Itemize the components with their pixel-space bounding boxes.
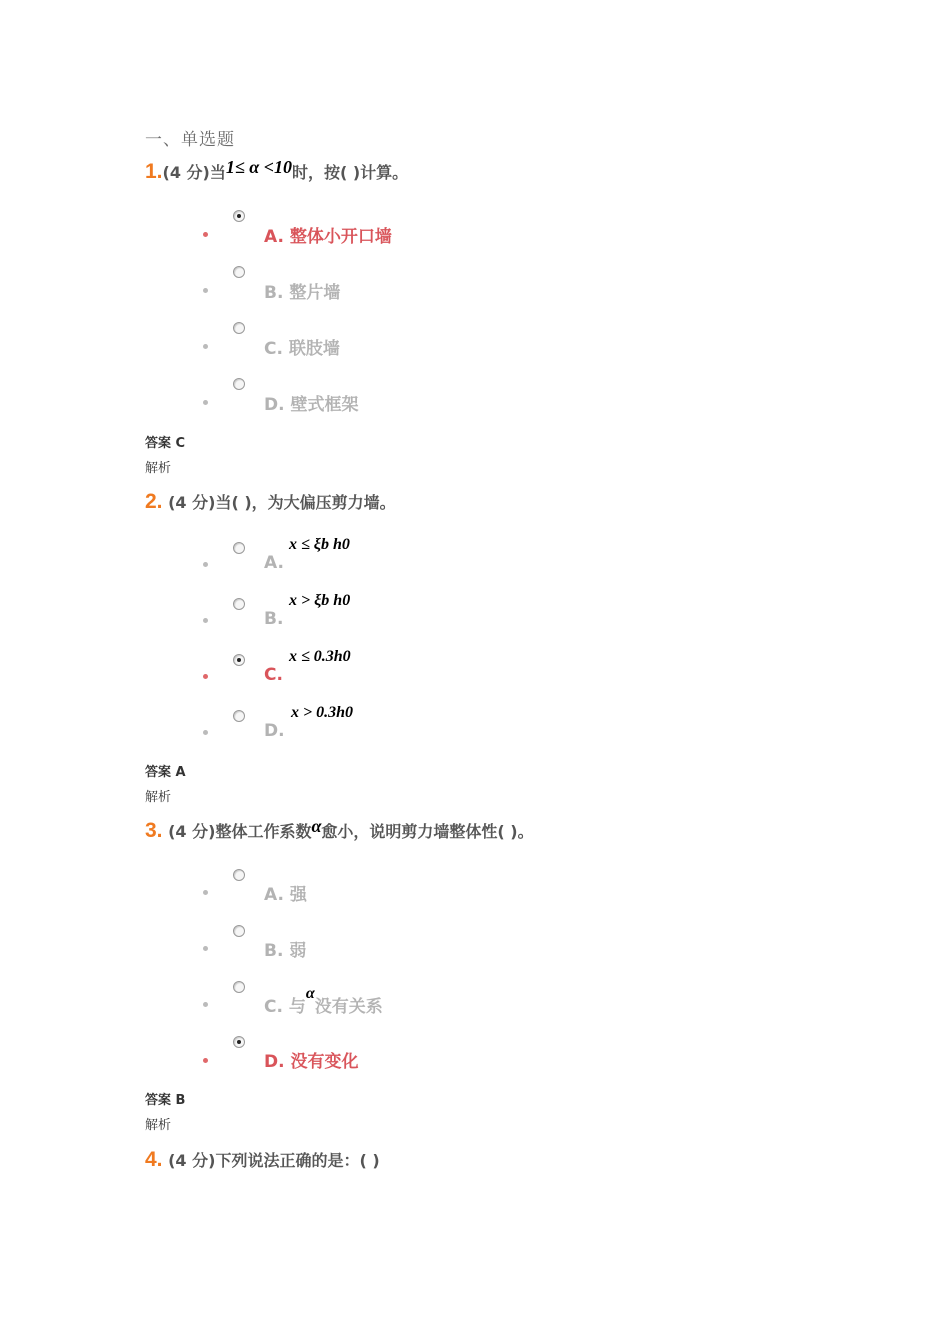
analysis-label: 解析 bbox=[145, 1118, 172, 1133]
analysis-label: 解析 bbox=[145, 790, 172, 805]
question-formula: α bbox=[311, 816, 322, 836]
list-bullet bbox=[203, 1002, 208, 1007]
question-formula: 1≤ α <10 bbox=[225, 157, 292, 177]
option-b-formula: x > ξb h0 bbox=[289, 592, 351, 609]
question-number: 2. bbox=[145, 490, 163, 513]
option-label: C. bbox=[264, 997, 283, 1017]
option-d-formula: x > 0.3h0 bbox=[291, 704, 354, 721]
option-b-radio[interactable] bbox=[233, 598, 245, 610]
option-d[interactable] bbox=[264, 1047, 359, 1072]
option-a[interactable]: A. bbox=[264, 553, 284, 573]
list-bullet bbox=[203, 232, 208, 237]
option-c[interactable] bbox=[264, 334, 340, 359]
list-bullet bbox=[203, 618, 208, 623]
option-text: 弱 bbox=[289, 941, 307, 961]
option-label: A. bbox=[264, 885, 284, 905]
question-score: (4 分) bbox=[168, 822, 216, 841]
option-a[interactable] bbox=[264, 880, 307, 905]
option-label: D. bbox=[264, 1052, 285, 1072]
analysis-label: 解析 bbox=[145, 461, 172, 476]
question-text-pre: 当 bbox=[209, 163, 226, 182]
option-text: 没有变化 bbox=[290, 1052, 359, 1072]
option-d-radio[interactable] bbox=[233, 710, 245, 722]
question-text: 下列说法正确的是：( ) bbox=[215, 1151, 380, 1170]
list-bullet bbox=[203, 562, 208, 567]
option-d[interactable]: D. bbox=[264, 721, 285, 741]
list-bullet bbox=[203, 890, 208, 895]
option-label: C. bbox=[264, 339, 283, 359]
question-text: 当( )，为大偏压剪力墙。 bbox=[215, 493, 396, 512]
option-text: 强 bbox=[289, 885, 307, 905]
list-bullet bbox=[203, 400, 208, 405]
option-a-radio[interactable] bbox=[233, 210, 245, 222]
list-bullet bbox=[203, 344, 208, 349]
question-text-pre: 整体工作系数 bbox=[215, 822, 312, 841]
option-label: A. bbox=[264, 227, 284, 247]
option-b-radio[interactable] bbox=[233, 266, 245, 278]
option-d-radio[interactable] bbox=[233, 378, 245, 390]
option-text: 与 bbox=[288, 997, 306, 1017]
answer-line: 答案 B bbox=[145, 1093, 186, 1108]
question-2-stem bbox=[145, 490, 396, 514]
question-3-stem bbox=[145, 816, 534, 843]
option-label: D. bbox=[264, 395, 285, 415]
answer-line: 答案 C bbox=[145, 436, 186, 451]
question-text-post: 愈小，说明剪力墙整体性( )。 bbox=[321, 822, 534, 841]
section-title: 一、单选题 bbox=[145, 130, 235, 150]
list-bullet bbox=[203, 288, 208, 293]
question-score: (4 分) bbox=[168, 493, 216, 512]
question-number: 1. bbox=[145, 160, 163, 183]
option-c-radio[interactable] bbox=[233, 322, 245, 334]
option-a-radio[interactable] bbox=[233, 542, 245, 554]
question-score: (4 分) bbox=[168, 1151, 216, 1170]
list-bullet bbox=[203, 674, 208, 679]
option-b-radio[interactable] bbox=[233, 925, 245, 937]
option-a-radio[interactable] bbox=[233, 869, 245, 881]
question-number: 4. bbox=[145, 1148, 163, 1171]
option-b[interactable] bbox=[264, 936, 306, 961]
option-text: 壁式框架 bbox=[290, 395, 359, 415]
answer-line: 答案 A bbox=[145, 765, 186, 780]
question-1-stem bbox=[145, 157, 409, 184]
question-4-stem bbox=[145, 1148, 380, 1172]
option-b[interactable] bbox=[264, 278, 340, 303]
option-a[interactable] bbox=[264, 222, 392, 247]
option-c-formula: x ≤ 0.3h0 bbox=[289, 648, 351, 665]
option-d-radio[interactable] bbox=[233, 1036, 245, 1048]
option-c-radio[interactable] bbox=[233, 654, 245, 666]
option-d[interactable] bbox=[264, 390, 359, 415]
option-c[interactable] bbox=[264, 985, 383, 1017]
option-text: 整体小开口墙 bbox=[289, 227, 392, 247]
list-bullet bbox=[203, 1058, 208, 1063]
option-c[interactable]: C. bbox=[264, 665, 283, 685]
question-score: (4 分) bbox=[162, 163, 210, 182]
question-number: 3. bbox=[145, 819, 163, 842]
list-bullet bbox=[203, 946, 208, 951]
question-text-post: 时，按( )计算。 bbox=[291, 163, 409, 182]
option-b[interactable]: B. bbox=[264, 609, 284, 629]
option-label: B. bbox=[264, 941, 284, 961]
option-a-formula: x ≤ ξb h0 bbox=[289, 536, 350, 553]
option-c-radio[interactable] bbox=[233, 981, 245, 993]
option-text: 联肢墙 bbox=[288, 339, 340, 359]
option-text: 没有关系 bbox=[314, 997, 383, 1017]
option-text: 整片墙 bbox=[289, 283, 341, 303]
list-bullet bbox=[203, 730, 208, 735]
option-label: B. bbox=[264, 283, 284, 303]
option-formula: α bbox=[305, 985, 315, 1002]
